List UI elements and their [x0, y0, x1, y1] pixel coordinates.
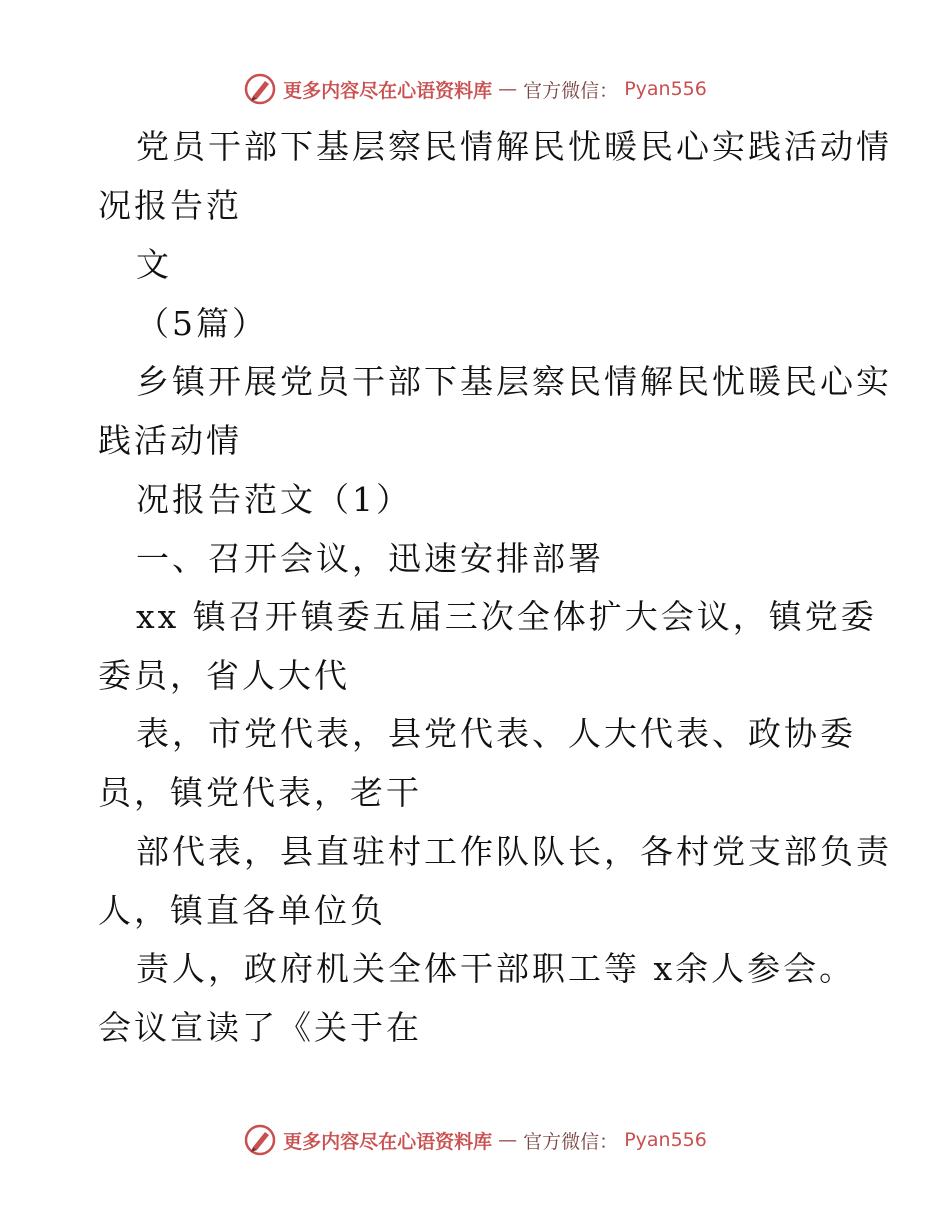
watermark-wechat-id: Pyan556	[624, 78, 707, 100]
subtitle-line-3: 况报告范文（1）	[136, 480, 412, 519]
paragraph-line: 会议宣读了《关于在	[98, 1008, 422, 1047]
title-line-1: 党员干部下基层察民情解民忧暖民心实践活动情	[136, 127, 892, 166]
watermark-footer	[0, 1123, 950, 1157]
watermark-official-label: 官方微信：	[523, 1130, 619, 1153]
watermark-wechat-id: Pyan556	[624, 1129, 707, 1151]
section-heading: 一、召开会议，迅速安排部署	[136, 539, 604, 578]
watermark-dash: —	[498, 78, 518, 100]
watermark-official-label: 官方微信：	[523, 79, 619, 102]
title-line-3: 文	[136, 245, 172, 284]
paragraph-line: 表，市党代表，县党代表、人大代表、政协委	[136, 714, 856, 753]
title-line-2: 况报告范	[98, 186, 242, 225]
pen-logo-icon	[243, 72, 277, 106]
subtitle-line-1: 乡镇开展党员干部下基层察民情解民忧暖民心实	[136, 362, 892, 401]
watermark-main-text: 更多内容尽在心语资料库	[283, 1130, 493, 1153]
watermark-header	[0, 72, 950, 106]
paragraph-line: 责人，政府机关全体干部职工等 x余人参会。	[136, 949, 856, 988]
paragraph-line: 部代表，县直驻村工作队队长，各村党支部负责	[136, 832, 892, 871]
subtitle-line-2: 践活动情	[98, 421, 242, 460]
paragraph-line: 员，镇党代表，老干	[98, 773, 422, 812]
paragraph-line: 委员，省人大代	[98, 656, 350, 695]
title-count: （5篇）	[136, 304, 268, 343]
paragraph-line: 人，镇直各单位负	[98, 891, 386, 930]
paragraph-line: xx 镇召开镇委五届三次全体扩大会议，镇党委	[136, 597, 877, 636]
watermark-main-text: 更多内容尽在心语资料库	[283, 79, 493, 102]
pen-logo-icon	[243, 1123, 277, 1157]
watermark-dash: —	[498, 1129, 518, 1151]
